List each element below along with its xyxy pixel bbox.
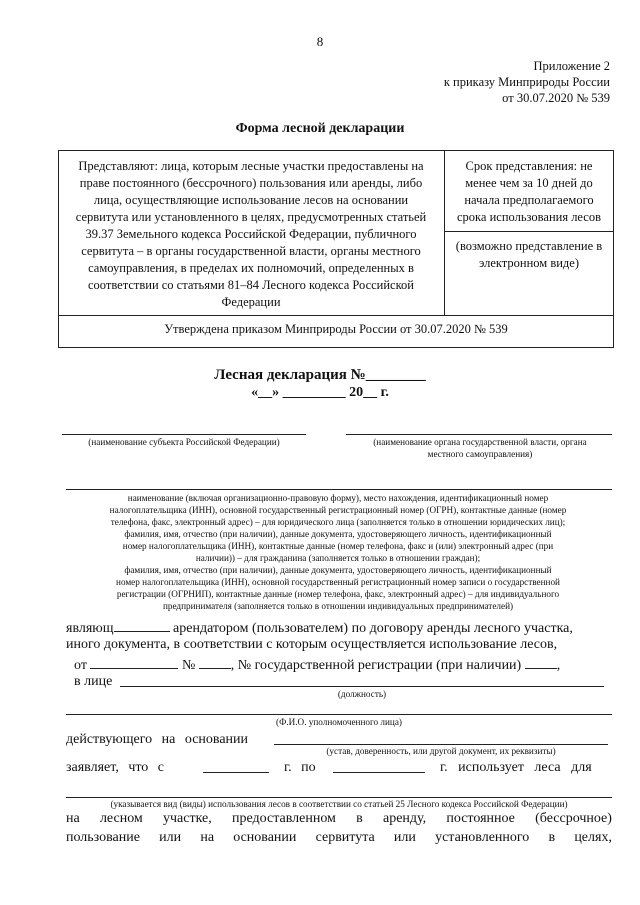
servitude-row (66, 830, 612, 846)
caption-line: наличии)) – для гражданина (заполняется только в отношении граждан); (195, 553, 481, 563)
text: от (74, 658, 87, 673)
approval-note: Утверждена приказом Минприроды России от 30.07.2020 № 539 (164, 322, 508, 336)
caption-line: номер налогоплательщика (ИНН), контактные данные (номер телефона, факс и (или) электронный адрес (при (122, 541, 554, 551)
word: постоянное (446, 811, 515, 826)
plot-row (66, 811, 612, 827)
text-line: электронном виде) (478, 256, 580, 270)
document-details-row (74, 656, 560, 674)
word: аренду, (382, 811, 427, 826)
word: в (356, 811, 363, 826)
start-date-field[interactable] (203, 772, 269, 773)
declares-label: заявляет, что с (66, 760, 165, 775)
word: лесном (99, 811, 143, 826)
word: в (548, 830, 556, 845)
declaration-date: «__» _________ 20__ г. (251, 385, 389, 400)
caption-line: (наименование органа государственной власти, органа (373, 437, 587, 447)
uses-forest-label: г. использует леса для (440, 760, 592, 775)
appendix-line: от 30.07.2020 № 539 (502, 91, 610, 105)
in-person-label: в лице (74, 674, 113, 689)
authority-field-line[interactable] (346, 434, 612, 435)
text-line: срока использования лесов (456, 210, 601, 224)
basis-caption: (устав, доверенность, или другой документ, их реквизиты) (326, 746, 556, 756)
registration-number-field[interactable] (525, 656, 557, 669)
caption-line: регистрации (ОГРНИП), контактные данные (номер телефона, факс, электронный адрес) – для индивидуального (116, 589, 560, 599)
appendix-header (444, 58, 610, 106)
caption-line: фамилия, имя, отчество (при наличии), данные документа, удостоверяющего личность, идентификационный (124, 565, 552, 575)
appendix-line: к приказу Минприроды России (443, 75, 610, 89)
text: , № государственной регистрации (при наличии) (230, 658, 522, 673)
position-field-line[interactable] (120, 686, 604, 687)
text-line: сервитута или установленного в целях, предусмотренных статьей (75, 210, 427, 224)
text-line: (возможно представление в (455, 239, 603, 253)
word: или (159, 830, 182, 845)
text: № (181, 658, 196, 673)
word: на (66, 811, 80, 826)
word: (бессрочное) (535, 811, 612, 826)
text-line: сервитута – в органы государственной власти, органы местного (81, 244, 421, 258)
word: на (200, 830, 215, 845)
text-line: самоуправления, в пределах их полномочий, определенных в (88, 261, 414, 275)
page-number: 8 (316, 34, 324, 49)
word: установленного (435, 830, 530, 845)
text-line: Представляют: лица, которым лесные участки предоставлены на (78, 159, 424, 173)
text-line: начала предполагаемого (464, 193, 594, 207)
lessee-row (66, 619, 573, 637)
caption-line: налогоплательщика (ИНН), основной государственный регистрационный номер (ОГРН), контактные данные (номер (109, 505, 567, 515)
caption-line: телефона, факс, электронный адрес) – для юридического лица (заполняется только в отношении юридических лиц); (110, 517, 566, 527)
box-divider (58, 315, 614, 316)
applicant-caption (58, 492, 618, 612)
word: сервитута (315, 830, 375, 845)
text-line: Федерации (221, 295, 281, 309)
caption-line: наименование (включая организационно-правовую форму), место нахождения, идентификационный номер (127, 493, 549, 503)
text: , (556, 658, 561, 673)
caption-line: номер налогоплательщика (ИНН), основной государственный регистрационный номер записи о государственной (116, 577, 560, 587)
submitters-description (64, 158, 438, 311)
word: основании (233, 830, 297, 845)
appendix-line: Приложение 2 (533, 59, 610, 73)
text-line: 39.37 Земельного кодекса Российской Федерации, публичного (85, 227, 417, 241)
form-title: Форма лесной декларации (235, 121, 405, 136)
position-caption: (должность) (337, 689, 387, 699)
fio-caption: (Ф.И.О. уполномоченного лица) (276, 717, 402, 727)
text-line: лица, осуществляющие использование лесов на основании (93, 193, 409, 207)
word: или (393, 830, 416, 845)
text-line: праве постоянного (бессрочного) пользования или аренды, либо (79, 176, 423, 190)
box-divider (444, 231, 614, 232)
applicant-field-line[interactable] (66, 489, 612, 490)
document-date-field[interactable] (90, 656, 178, 669)
submission-deadline (448, 158, 610, 226)
end-date-field[interactable] (333, 772, 425, 773)
declaration-title: Лесная декларация №________ (214, 367, 426, 383)
word: пользование (66, 830, 140, 845)
text: являющ (66, 621, 114, 636)
electronic-submission-note (448, 238, 610, 272)
use-type-caption: (указывается вид (виды) использования лесов в соответствии со статьей 25 Лесного кодекса Российской Федерации) (110, 799, 568, 809)
text: арендатором (пользователем) по договору аренды лесного участка, (173, 621, 573, 636)
caption-line: предпринимателя (заполняется только в отношении индивидуальных предпринимателей) (162, 601, 514, 611)
word: участке, (163, 811, 212, 826)
ending-field[interactable] (114, 619, 170, 632)
fio-field-line[interactable] (66, 714, 612, 715)
box-divider (444, 150, 445, 315)
text-line: соответствии со статьями 81–84 Лесного кодекса Российской (88, 278, 414, 292)
caption-line: фамилия, имя, отчество (при наличии), данные документа, удостоверяющего личность, идентификационный (124, 529, 552, 539)
caption-line: местного самоуправления) (427, 449, 533, 459)
word: предоставленном (232, 811, 336, 826)
until-label: г. по (284, 760, 316, 775)
subject-caption: (наименование субъекта Российской Федерации) (88, 437, 280, 447)
document-row: иного документа, в соответствии с которым осуществляется использование лесов, (66, 637, 558, 652)
authority-caption (340, 436, 620, 460)
basis-label: действующего на основании (66, 732, 249, 747)
subject-field-line[interactable] (62, 434, 306, 435)
word: целях, (574, 830, 612, 845)
text-line: менее чем за 10 дней до (465, 176, 593, 190)
text-line: Срок представления: не (465, 159, 593, 173)
document-number-field[interactable] (199, 656, 231, 669)
